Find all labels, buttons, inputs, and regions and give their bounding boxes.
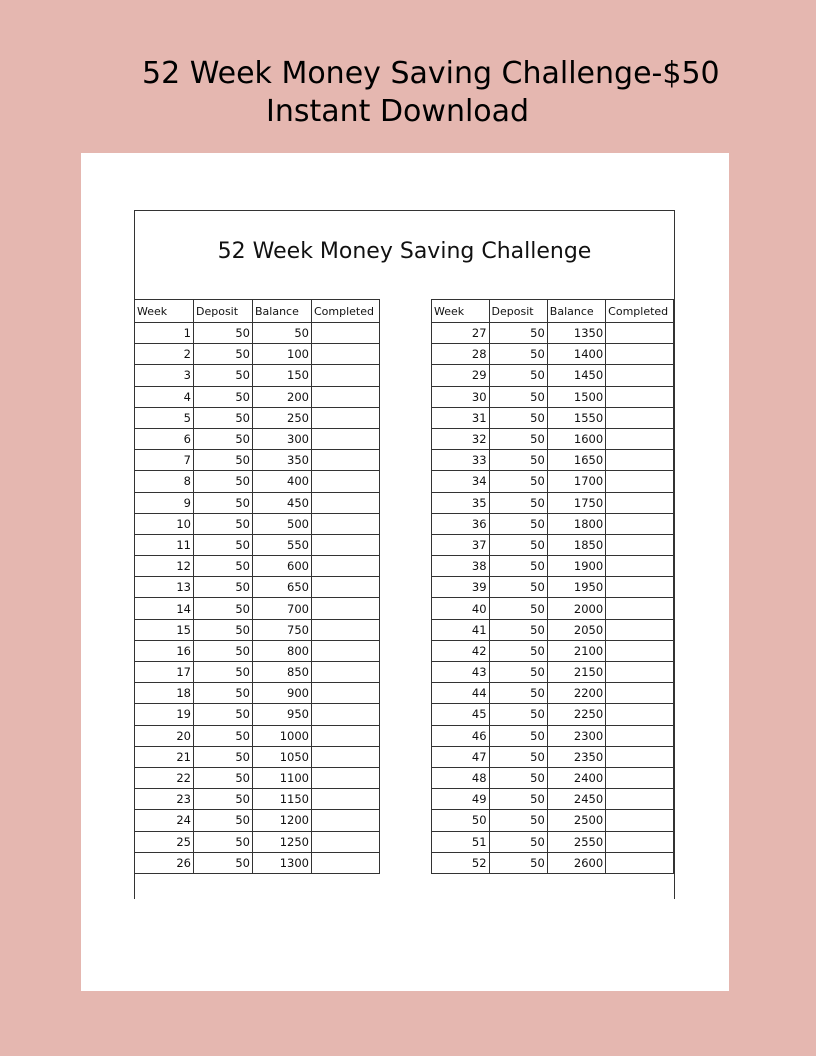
balance-cell: 750 [253,619,312,640]
deposit-cell: 50 [489,725,547,746]
deposit-cell: 50 [194,704,253,725]
sheet-title: 52 Week Money Saving Challenge [217,239,592,264]
week-cell: 26 [135,852,194,873]
completed-cell[interactable] [312,365,380,386]
week-cell: 4 [135,386,194,407]
balance-cell: 1850 [547,534,605,555]
table-row [432,598,674,619]
balance-cell: 2150 [547,662,605,683]
completed-cell[interactable] [312,662,380,683]
week-cell: 33 [432,450,490,471]
week-cell: 14 [135,598,194,619]
table-row [432,746,674,767]
deposit-cell: 50 [489,789,547,810]
deposit-cell: 50 [489,683,547,704]
deposit-cell: 50 [194,344,253,365]
completed-cell[interactable] [312,640,380,661]
table-row [135,577,380,598]
completed-cell[interactable] [606,619,674,640]
deposit-cell: 50 [194,767,253,788]
table-row [432,577,674,598]
balance-cell: 2100 [547,640,605,661]
balance-cell: 1950 [547,577,605,598]
table-row [432,662,674,683]
completed-cell[interactable] [312,450,380,471]
completed-cell[interactable] [606,725,674,746]
completed-cell[interactable] [312,704,380,725]
column-header-week: Week [135,300,194,323]
deposit-cell: 50 [489,640,547,661]
table-header-row [135,300,380,323]
deposit-cell: 50 [194,323,253,344]
week-cell: 29 [432,365,490,386]
completed-cell[interactable] [312,471,380,492]
completed-cell[interactable] [312,789,380,810]
completed-cell[interactable] [312,831,380,852]
completed-cell[interactable] [606,365,674,386]
balance-cell: 2000 [547,598,605,619]
completed-cell[interactable] [606,662,674,683]
headline-line-2: Instant Download [266,94,530,129]
week-cell: 39 [432,577,490,598]
completed-cell[interactable] [312,513,380,534]
completed-cell[interactable] [606,428,674,449]
completed-cell[interactable] [606,513,674,534]
challenge-frame [134,210,675,899]
balance-cell: 2550 [547,831,605,852]
balance-cell: 300 [253,428,312,449]
table-row [135,365,380,386]
deposit-cell: 50 [194,662,253,683]
completed-cell[interactable] [606,640,674,661]
week-cell: 52 [432,852,490,873]
week-cell: 48 [432,767,490,788]
completed-cell[interactable] [606,344,674,365]
table-row [135,344,380,365]
deposit-cell: 50 [194,386,253,407]
balance-cell: 650 [253,577,312,598]
balance-cell: 2450 [547,789,605,810]
table-body-right [432,323,674,874]
balance-cell: 1750 [547,492,605,513]
completed-cell[interactable] [312,428,380,449]
deposit-cell: 50 [489,534,547,555]
deposit-cell: 50 [489,852,547,873]
balance-cell: 1400 [547,344,605,365]
deposit-cell: 50 [489,662,547,683]
completed-cell[interactable] [312,386,380,407]
week-cell: 49 [432,789,490,810]
table-row [135,407,380,428]
table-row [432,767,674,788]
week-cell: 18 [135,683,194,704]
completed-cell[interactable] [606,492,674,513]
table-row [135,619,380,640]
balance-cell: 150 [253,365,312,386]
headline-line-1: 52 Week Money Saving Challenge-$50 [142,56,720,91]
table-row [135,556,380,577]
week-cell: 34 [432,471,490,492]
completed-cell[interactable] [312,810,380,831]
column-header-deposit: Deposit [489,300,547,323]
deposit-cell: 50 [194,407,253,428]
balance-cell: 900 [253,683,312,704]
balance-cell: 1900 [547,556,605,577]
week-cell: 13 [135,577,194,598]
column-header-completed: Completed [606,300,674,323]
week-cell: 5 [135,407,194,428]
table-row [432,386,674,407]
week-cell: 45 [432,704,490,725]
deposit-cell: 50 [489,471,547,492]
table-row [135,810,380,831]
table-row [432,513,674,534]
week-cell: 36 [432,513,490,534]
balance-cell: 2200 [547,683,605,704]
balance-cell: 1200 [253,810,312,831]
weeks-27-52-table [431,299,674,874]
deposit-cell: 50 [194,598,253,619]
deposit-cell: 50 [489,556,547,577]
deposit-cell: 50 [489,492,547,513]
week-cell: 41 [432,619,490,640]
table-row [135,598,380,619]
completed-cell[interactable] [606,852,674,873]
balance-cell: 2050 [547,619,605,640]
table-header-row [432,300,674,323]
deposit-cell: 50 [194,428,253,449]
deposit-cell: 50 [194,640,253,661]
table-row [135,746,380,767]
deposit-cell: 50 [489,513,547,534]
completed-cell[interactable] [312,683,380,704]
balance-cell: 350 [253,450,312,471]
completed-cell[interactable] [606,767,674,788]
week-cell: 23 [135,789,194,810]
balance-cell: 250 [253,407,312,428]
completed-cell[interactable] [606,746,674,767]
completed-cell[interactable] [606,386,674,407]
completed-cell[interactable] [312,556,380,577]
week-cell: 1 [135,323,194,344]
table-row [135,704,380,725]
table-row [432,683,674,704]
balance-cell: 1000 [253,725,312,746]
deposit-cell: 50 [194,492,253,513]
column-header-balance: Balance [253,300,312,323]
deposit-cell: 50 [194,746,253,767]
balance-cell: 2400 [547,767,605,788]
week-cell: 28 [432,344,490,365]
balance-cell: 950 [253,704,312,725]
deposit-cell: 50 [489,746,547,767]
table-row [135,534,380,555]
table-row [432,810,674,831]
table-row [432,323,674,344]
balance-cell: 100 [253,344,312,365]
column-header-balance: Balance [547,300,605,323]
table-body-left [135,323,380,874]
week-cell: 38 [432,556,490,577]
balance-cell: 700 [253,598,312,619]
completed-cell[interactable] [606,323,674,344]
completed-cell[interactable] [312,598,380,619]
table-row [135,492,380,513]
table-row [135,683,380,704]
balance-cell: 50 [253,323,312,344]
table-row [432,725,674,746]
table-row [135,662,380,683]
deposit-cell: 50 [489,428,547,449]
week-cell: 43 [432,662,490,683]
week-cell: 12 [135,556,194,577]
deposit-cell: 50 [194,789,253,810]
balance-cell: 1250 [253,831,312,852]
completed-cell[interactable] [606,704,674,725]
completed-cell[interactable] [606,683,674,704]
table-row [135,852,380,873]
week-cell: 42 [432,640,490,661]
column-header-week: Week [432,300,490,323]
completed-cell[interactable] [312,725,380,746]
deposit-cell: 50 [194,810,253,831]
deposit-cell: 50 [489,365,547,386]
completed-cell[interactable] [606,789,674,810]
completed-cell[interactable] [606,577,674,598]
week-cell: 15 [135,619,194,640]
table-row [432,428,674,449]
balance-cell: 1450 [547,365,605,386]
week-cell: 44 [432,683,490,704]
completed-cell[interactable] [606,556,674,577]
table-row [135,386,380,407]
table-row [432,492,674,513]
week-cell: 40 [432,598,490,619]
table-row [432,407,674,428]
week-cell: 22 [135,767,194,788]
completed-cell[interactable] [606,534,674,555]
balance-cell: 1350 [547,323,605,344]
balance-cell: 1800 [547,513,605,534]
table-row [135,513,380,534]
deposit-cell: 50 [489,450,547,471]
column-header-completed: Completed [312,300,380,323]
deposit-cell: 50 [489,767,547,788]
completed-cell[interactable] [312,746,380,767]
completed-cell[interactable] [312,619,380,640]
balance-cell: 1550 [547,407,605,428]
table-row [432,344,674,365]
deposit-cell: 50 [194,619,253,640]
table-row [432,704,674,725]
completed-cell[interactable] [606,471,674,492]
balance-cell: 1500 [547,386,605,407]
table-row [135,725,380,746]
deposit-cell: 50 [489,810,547,831]
table-row [135,471,380,492]
deposit-cell: 50 [194,556,253,577]
table-row [432,789,674,810]
week-cell: 31 [432,407,490,428]
completed-cell[interactable] [312,852,380,873]
week-cell: 6 [135,428,194,449]
completed-cell[interactable] [312,492,380,513]
balance-cell: 500 [253,513,312,534]
table-row [432,619,674,640]
week-cell: 3 [135,365,194,386]
completed-cell[interactable] [606,831,674,852]
table-row [432,365,674,386]
deposit-cell: 50 [194,725,253,746]
balance-cell: 1050 [253,746,312,767]
week-cell: 24 [135,810,194,831]
week-cell: 25 [135,831,194,852]
column-header-deposit: Deposit [194,300,253,323]
deposit-cell: 50 [194,683,253,704]
deposit-cell: 50 [489,386,547,407]
balance-cell: 2500 [547,810,605,831]
table-row [135,640,380,661]
completed-cell[interactable] [312,344,380,365]
balance-cell: 850 [253,662,312,683]
completed-cell[interactable] [606,598,674,619]
deposit-cell: 50 [194,450,253,471]
balance-cell: 2300 [547,725,605,746]
week-cell: 46 [432,725,490,746]
week-cell: 30 [432,386,490,407]
balance-cell: 450 [253,492,312,513]
table-row [135,450,380,471]
week-cell: 10 [135,513,194,534]
balance-cell: 1150 [253,789,312,810]
deposit-cell: 50 [194,577,253,598]
completed-cell[interactable] [312,577,380,598]
completed-cell[interactable] [312,323,380,344]
balance-cell: 1300 [253,852,312,873]
balance-cell: 1650 [547,450,605,471]
table-row [432,556,674,577]
deposit-cell: 50 [489,344,547,365]
balance-cell: 1100 [253,767,312,788]
table-row [135,428,380,449]
balance-cell: 400 [253,471,312,492]
week-cell: 11 [135,534,194,555]
deposit-cell: 50 [194,365,253,386]
balance-cell: 550 [253,534,312,555]
table-row [432,471,674,492]
week-cell: 19 [135,704,194,725]
table-row [432,640,674,661]
completed-cell[interactable] [312,407,380,428]
balance-cell: 2250 [547,704,605,725]
deposit-cell: 50 [489,577,547,598]
week-cell: 8 [135,471,194,492]
balance-cell: 800 [253,640,312,661]
week-cell: 2 [135,344,194,365]
table-row [432,534,674,555]
deposit-cell: 50 [194,471,253,492]
week-cell: 32 [432,428,490,449]
week-cell: 35 [432,492,490,513]
week-cell: 37 [432,534,490,555]
completed-cell[interactable] [606,450,674,471]
table-row [135,767,380,788]
deposit-cell: 50 [489,407,547,428]
completed-cell[interactable] [606,407,674,428]
table-row [432,831,674,852]
deposit-cell: 50 [194,831,253,852]
deposit-cell: 50 [194,534,253,555]
balance-cell: 600 [253,556,312,577]
completed-cell[interactable] [312,534,380,555]
balance-cell: 1600 [547,428,605,449]
week-cell: 20 [135,725,194,746]
balance-cell: 2350 [547,746,605,767]
deposit-cell: 50 [489,323,547,344]
week-cell: 27 [432,323,490,344]
week-cell: 7 [135,450,194,471]
week-cell: 21 [135,746,194,767]
week-cell: 50 [432,810,490,831]
week-cell: 51 [432,831,490,852]
table-row [135,789,380,810]
deposit-cell: 50 [489,831,547,852]
table-row [432,450,674,471]
printable-sheet [81,153,729,991]
deposit-cell: 50 [194,513,253,534]
balance-cell: 2600 [547,852,605,873]
table-row [432,852,674,873]
deposit-cell: 50 [489,704,547,725]
completed-cell[interactable] [312,767,380,788]
weeks-1-26-table [134,299,380,874]
deposit-cell: 50 [194,852,253,873]
week-cell: 17 [135,662,194,683]
balance-cell: 1700 [547,471,605,492]
table-row [135,831,380,852]
week-cell: 9 [135,492,194,513]
completed-cell[interactable] [606,810,674,831]
week-cell: 47 [432,746,490,767]
week-cell: 16 [135,640,194,661]
table-row [135,323,380,344]
deposit-cell: 50 [489,619,547,640]
deposit-cell: 50 [489,598,547,619]
balance-cell: 200 [253,386,312,407]
